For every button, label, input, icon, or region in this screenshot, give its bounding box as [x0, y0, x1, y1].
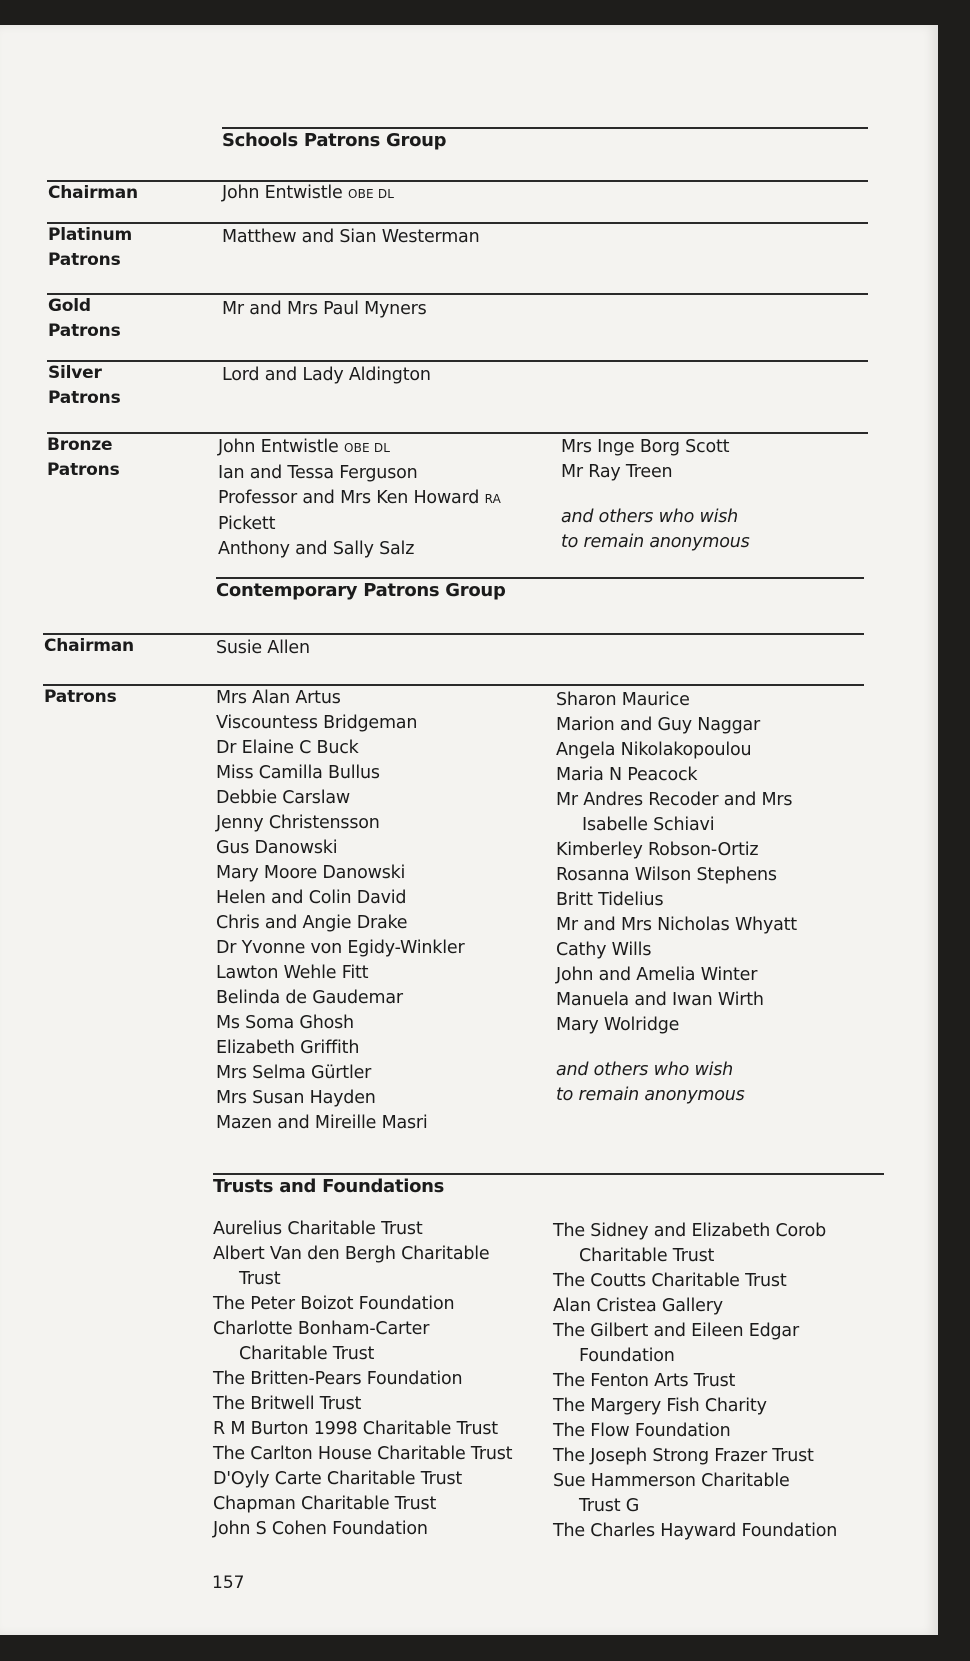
rule-platinum [47, 222, 868, 224]
gold-label: Gold Patrons [48, 296, 121, 341]
list-item: The Charles Hayward Foundation [553, 1521, 838, 1541]
platinum-label: Platinum Patrons [48, 225, 133, 270]
schools-heading: Schools Patrons Group [222, 130, 447, 151]
rule-chairman [47, 180, 868, 182]
contemporary-patrons-left [216, 686, 464, 1136]
trusts-heading: Trusts and Foundations [213, 1176, 445, 1197]
list-item: Mr and Mrs Nicholas Whyatt [556, 915, 797, 935]
list-item: The Joseph Strong Frazer Trust [553, 1446, 814, 1466]
list-item: John and Amelia Winter [556, 965, 758, 985]
list-item: Ian and Tessa Ferguson [218, 463, 418, 483]
list-item: Mr Andres Recoder and Mrs [556, 790, 793, 810]
anonymous-note: to remain anonymous [561, 532, 750, 552]
schools-chairman-name: John Entwistle OBE DL [222, 183, 395, 203]
list-item: Sharon Maurice [556, 690, 690, 710]
list-item: Charitable Trust [239, 1344, 375, 1364]
list-item: The Britwell Trust [213, 1394, 362, 1414]
list-item: Aurelius Charitable Trust [213, 1219, 423, 1239]
list-item: Ms Soma Ghosh [216, 1013, 354, 1033]
list-item: Chris and Angie Drake [216, 913, 408, 933]
list-item: Mary Wolridge [556, 1015, 680, 1035]
rule-contemporary-chairman [43, 633, 864, 635]
list-item: Manuela and Iwan Wirth [556, 990, 764, 1010]
anonymous-note: to remain anonymous [556, 1085, 745, 1105]
list-item: Rosanna Wilson Stephens [556, 865, 777, 885]
list-item: Lawton Wehle Fitt [216, 963, 369, 983]
list-item: Dr Yvonne von Egidy-Winkler [216, 938, 465, 958]
list-item: Mrs Selma Gürtler [216, 1063, 372, 1083]
list-item: Gus Danowski [216, 838, 338, 858]
list-item: Kimberley Robson-Ortiz [556, 840, 759, 860]
list-item: Charitable Trust [579, 1246, 715, 1266]
list-item: Helen and Colin David [216, 888, 407, 908]
bronze-patrons-right [561, 435, 750, 555]
list-item: Mrs Inge Borg Scott [561, 437, 730, 457]
list-item: Dr Elaine C Buck [216, 738, 359, 758]
contemporary-chairman-label: Chairman [44, 636, 134, 656]
list-item: Jenny Christensson [216, 813, 380, 833]
list-item: The Coutts Charitable Trust [553, 1271, 787, 1291]
list-item: Maria N Peacock [556, 765, 698, 785]
silver-name: Lord and Lady Aldington [222, 365, 431, 385]
page-number: 157 [212, 1573, 245, 1593]
list-item: Chapman Charitable Trust [213, 1494, 437, 1514]
contemporary-patrons-label: Patrons [44, 687, 117, 707]
list-item: Mr Ray Treen [561, 462, 673, 482]
list-item: Alan Cristea Gallery [553, 1296, 723, 1316]
rule-bronze [47, 432, 868, 434]
silver-label: Silver Patrons [48, 363, 121, 408]
list-item: John S Cohen Foundation [213, 1519, 428, 1539]
list-item: The Peter Boizot Foundation [213, 1294, 455, 1314]
list-item: The Carlton House Charitable Trust [213, 1444, 513, 1464]
contemporary-patrons-right [556, 688, 797, 1108]
rule-silver [47, 360, 868, 362]
list-item: Professor and Mrs Ken Howard RA [218, 488, 502, 508]
list-item: Debbie Carslaw [216, 788, 351, 808]
list-item: Isabelle Schiavi [582, 815, 715, 835]
list-item: Sue Hammerson Charitable [553, 1471, 790, 1491]
list-item: The Gilbert and Eileen Edgar [553, 1321, 799, 1341]
list-item: Elizabeth Griffith [216, 1038, 360, 1058]
list-item: Mazen and Mireille Masri [216, 1113, 428, 1133]
rule-gold [47, 293, 868, 295]
list-item: Albert Van den Bergh Charitable [213, 1244, 490, 1264]
list-item: The Sidney and Elizabeth Corob [553, 1221, 827, 1241]
list-item: Anthony and Sally Salz [218, 539, 415, 559]
trusts-left [213, 1217, 512, 1542]
anonymous-note: and others who wish [556, 1060, 734, 1080]
platinum-name: Matthew and Sian Westerman [222, 227, 480, 247]
anonymous-note: and others who wish [561, 507, 739, 527]
list-item: Foundation [579, 1346, 675, 1366]
list-item: Mrs Susan Hayden [216, 1088, 376, 1108]
list-item: Miss Camilla Bullus [216, 763, 380, 783]
list-item: Pickett [218, 514, 276, 534]
bronze-patrons-left [218, 435, 501, 562]
schools-chairman-label: Chairman [48, 183, 138, 203]
list-item: Charlotte Bonham-Carter [213, 1319, 430, 1339]
list-item: D'Oyly Carte Charitable Trust [213, 1469, 463, 1489]
list-item: Trust G [579, 1496, 640, 1516]
gold-name: Mr and Mrs Paul Myners [222, 299, 427, 319]
list-item: Marion and Guy Naggar [556, 715, 761, 735]
document-page [0, 25, 938, 1635]
list-item: The Flow Foundation [553, 1421, 731, 1441]
list-item: Angela Nikolakopoulou [556, 740, 752, 760]
list-item: Trust [239, 1269, 281, 1289]
contemporary-chairman-name: Susie Allen [216, 638, 310, 658]
list-item: The Margery Fish Charity [553, 1396, 767, 1416]
list-item: The Fenton Arts Trust [553, 1371, 736, 1391]
list-item: Mary Moore Danowski [216, 863, 406, 883]
list-item: Mrs Alan Artus [216, 688, 341, 708]
list-item: John Entwistle OBE DL [218, 437, 391, 457]
list-item: R M Burton 1998 Charitable Trust [213, 1419, 498, 1439]
bronze-label: Bronze Patrons [47, 435, 120, 480]
trusts-right [553, 1219, 837, 1544]
list-item: Viscountess Bridgeman [216, 713, 418, 733]
list-item: Britt Tidelius [556, 890, 664, 910]
list-item: The Britten-Pears Foundation [213, 1369, 463, 1389]
list-item: Cathy Wills [556, 940, 652, 960]
list-item: Belinda de Gaudemar [216, 988, 403, 1008]
contemporary-heading: Contemporary Patrons Group [216, 580, 506, 601]
